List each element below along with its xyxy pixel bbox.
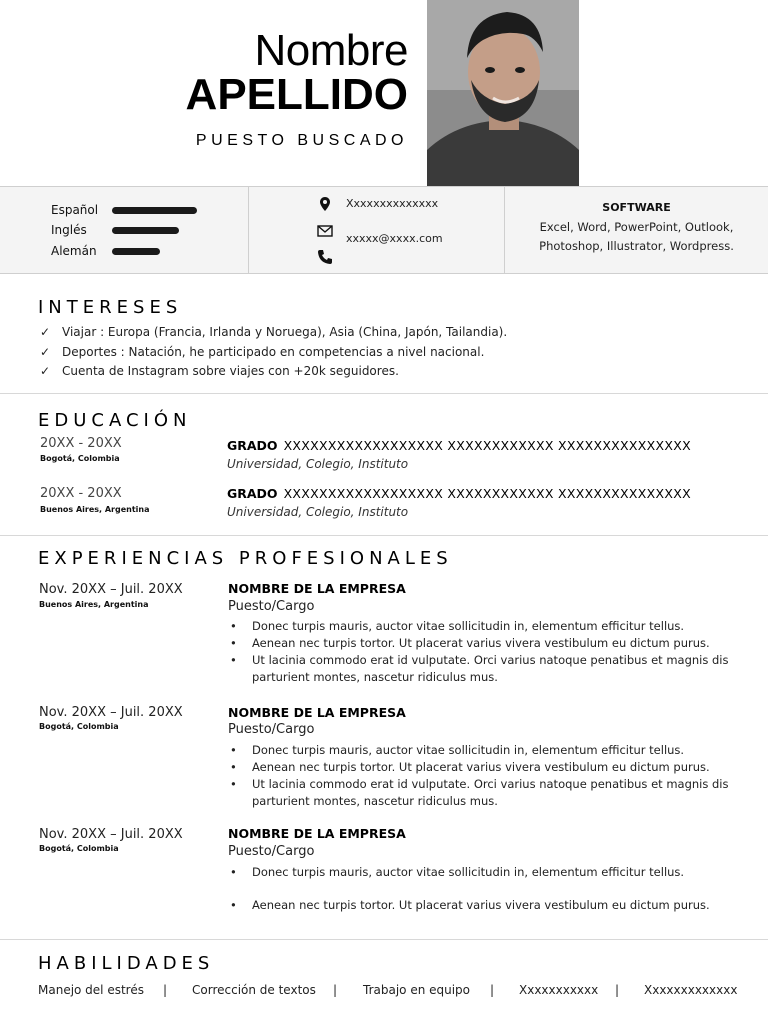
- experience-heading: EXPERIENCIAS PROFESIONALES: [38, 548, 453, 569]
- skill-item: Xxxxxxxxxxx: [519, 983, 599, 997]
- education-degree: GRADO XXXXXXXXXXXXXXXXXX XXXXXXXXXXXX XXXXXXXXXXXXXXX: [227, 438, 691, 453]
- envelope-icon: [317, 223, 333, 239]
- interests-heading: INTERESES: [38, 297, 183, 318]
- language-level-bar: [112, 248, 160, 255]
- experience-bullet: • Aenean nec turpis tortor. Ut placerat varius vivera vestibulum eu dictum purus.: [230, 636, 710, 650]
- company-name: NOMBRE DE LA EMPRESA: [228, 705, 406, 720]
- skill-separator: |: [615, 983, 620, 997]
- language-label: Español: [51, 203, 99, 217]
- language-level-bar: [112, 227, 179, 234]
- software-list-line: Photoshop, Illustrator, Wordpress.: [539, 239, 734, 253]
- experience-bullet: • Donec turpis mauris, auctor vitae sollicitudin in, elementum efficitur tellus.: [230, 619, 685, 633]
- experience-location: Buenos Aires, Argentina: [39, 600, 149, 609]
- contact-panel: [249, 187, 505, 273]
- job-role: Puesto/Cargo: [228, 722, 315, 737]
- skill-item: Manejo del estrés: [38, 983, 144, 997]
- language-level-bar: [112, 207, 197, 214]
- section-divider: [0, 939, 768, 940]
- software-panel: [505, 187, 768, 273]
- experience-date: Nov. 20XX – Juil. 20XX: [39, 705, 183, 720]
- interest-item: ✓ Cuenta de Instagram sobre viajes con +20k seguidores.: [40, 364, 399, 378]
- phone-icon: [317, 249, 333, 265]
- resume-header: [0, 0, 768, 186]
- software-list-line: Excel, Word, PowerPoint, Outlook,: [539, 220, 734, 234]
- checkmark-icon: ✓: [40, 325, 51, 339]
- education-date: 20XX - 20XX: [40, 486, 122, 501]
- experience-bullet: • Aenean nec turpis tortor. Ut placerat varius vivera vestibulum eu dictum purus.: [230, 760, 710, 774]
- company-name: NOMBRE DE LA EMPRESA: [228, 581, 406, 596]
- profile-photo: [427, 0, 579, 186]
- interest-item: ✓ Viajar : Europa (Francia, Irlanda y Noruega), Asia (China, Japón, Tailandia).: [40, 325, 508, 339]
- company-name: NOMBRE DE LA EMPRESA: [228, 826, 406, 841]
- skills-heading: HABILIDADES: [38, 953, 215, 974]
- checkmark-icon: ✓: [40, 364, 51, 378]
- email-link[interactable]: xxxxx@xxxx.com: [346, 232, 443, 245]
- experience-date: Nov. 20XX – Juil. 20XX: [39, 582, 183, 597]
- experience-bullet: • Ut lacinia commodo erat id vulputate. Orci varius natoque penatibus et magnis dis parturient montes, nascetur ridiculus mus.: [230, 653, 729, 684]
- job-role: Puesto/Cargo: [228, 844, 315, 859]
- section-divider: [0, 535, 768, 536]
- skill-item: Corrección de textos: [192, 983, 316, 997]
- experience-bullet: • Donec turpis mauris, auctor vitae sollicitudin in, elementum efficitur tellus.: [230, 743, 685, 757]
- experience-location: Bogotá, Colombia: [39, 844, 119, 853]
- experience-location: Bogotá, Colombia: [39, 722, 119, 731]
- language-label: Inglés: [51, 223, 87, 237]
- job-title: PUESTO BUSCADO: [195, 132, 408, 149]
- education-heading: EDUCACIÓN: [38, 410, 192, 431]
- info-band: [0, 186, 768, 274]
- section-divider: [0, 393, 768, 394]
- job-role: Puesto/Cargo: [228, 599, 315, 614]
- experience-bullet: • Ut lacinia commodo erat id vulputate. Orci varius natoque penatibus et magnis dis parturient montes, nascetur ridiculus mus.: [230, 777, 729, 808]
- education-location: Buenos Aires, Argentina: [40, 505, 150, 514]
- education-degree: GRADO XXXXXXXXXXXXXXXXXX XXXXXXXXXXXX XXXXXXXXXXXXXXX: [227, 486, 691, 501]
- education-location: Bogotá, Colombia: [40, 454, 120, 463]
- first-name: Nombre: [254, 26, 408, 75]
- experience-bullet: • Donec turpis mauris, auctor vitae sollicitudin in, elementum efficitur tellus.: [230, 865, 685, 879]
- skill-item: Trabajo en equipo: [363, 983, 471, 997]
- skill-item: Xxxxxxxxxxxxx: [644, 983, 738, 997]
- portrait-illustration: [427, 0, 579, 186]
- experience-bullet: • Aenean nec turpis tortor. Ut placerat varius vivera vestibulum eu dictum purus.: [230, 898, 710, 912]
- education-institution: Universidad, Colegio, Instituto: [227, 457, 409, 471]
- education-date: 20XX - 20XX: [40, 436, 122, 451]
- last-name: APELLIDO: [185, 70, 408, 119]
- education-institution: Universidad, Colegio, Instituto: [227, 505, 409, 519]
- languages-panel: [0, 187, 249, 273]
- language-label: Alemán: [51, 244, 97, 258]
- checkmark-icon: ✓: [40, 345, 51, 359]
- address-text: Xxxxxxxxxxxxxx: [346, 197, 439, 210]
- skill-separator: |: [163, 983, 168, 997]
- skill-separator: |: [333, 983, 338, 997]
- software-title: SOFTWARE: [602, 201, 671, 214]
- skill-separator: |: [490, 983, 495, 997]
- skills-list: [38, 983, 738, 1001]
- location-pin-icon: [317, 196, 333, 212]
- experience-date: Nov. 20XX – Juil. 20XX: [39, 827, 183, 842]
- interest-item: ✓ Deportes : Natación, he participado en competencias a nivel nacional.: [40, 345, 485, 359]
